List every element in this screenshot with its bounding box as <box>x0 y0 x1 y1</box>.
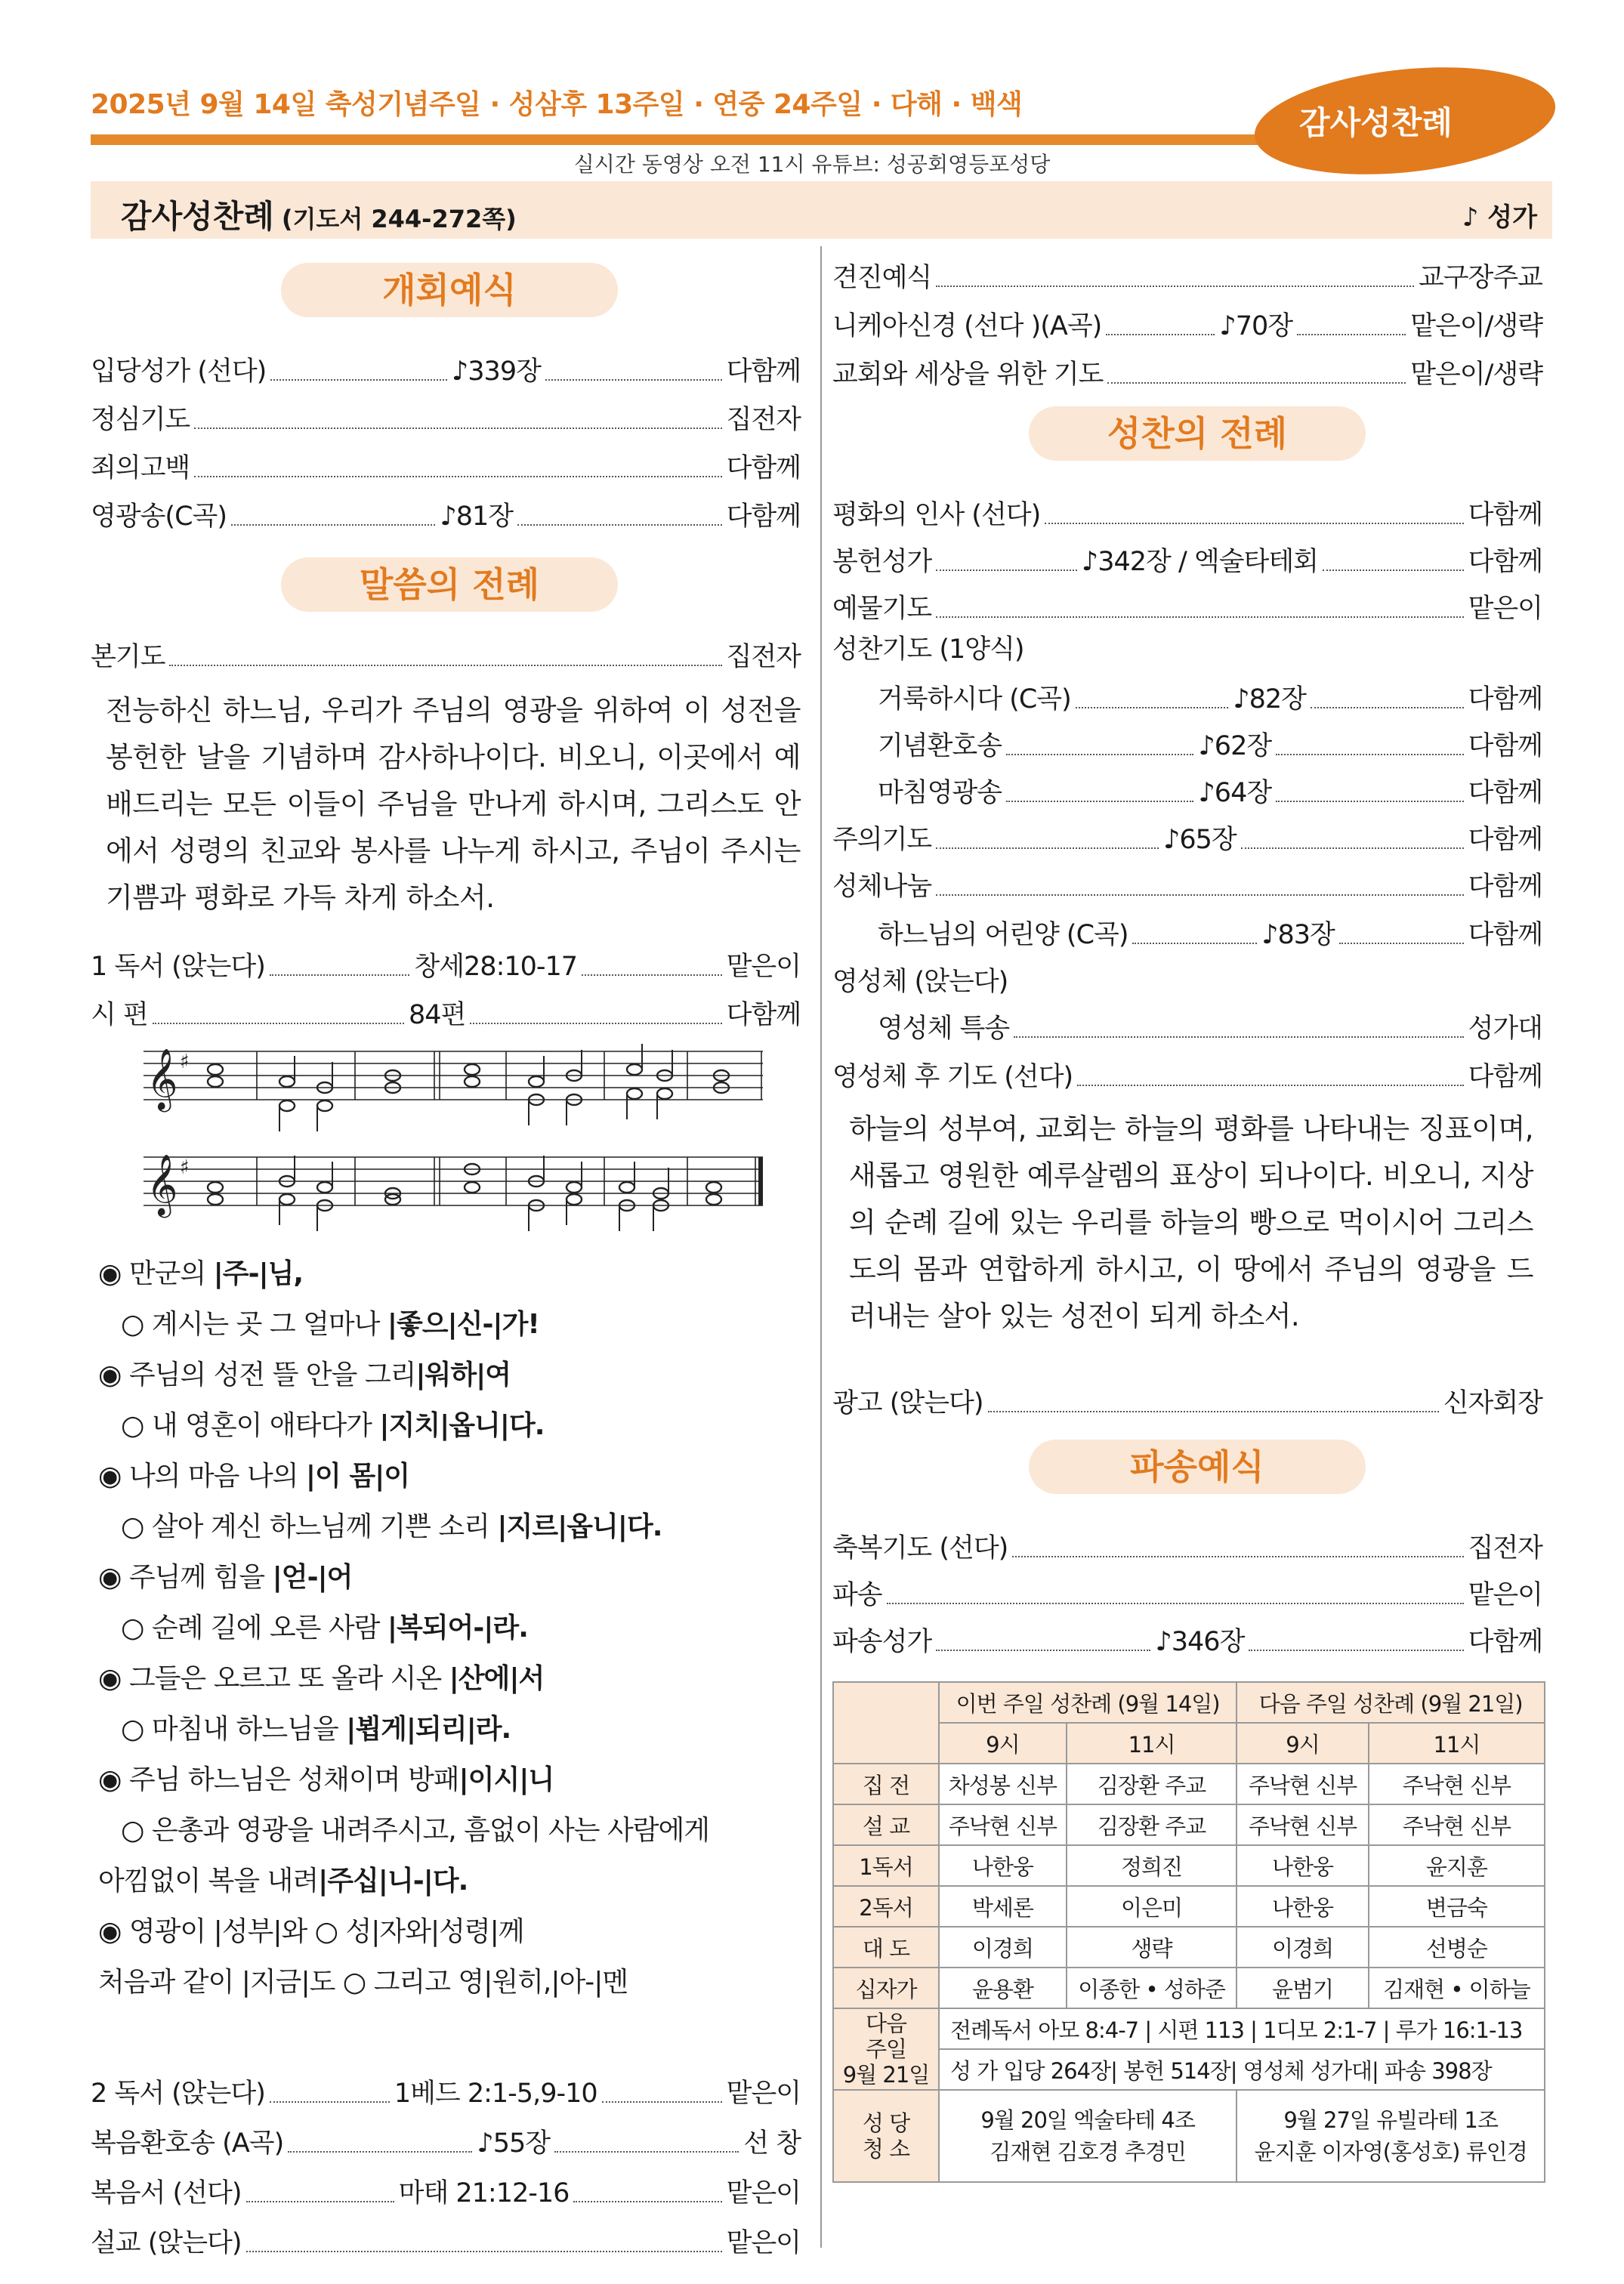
order-row <box>832 355 1542 391</box>
dot-leader <box>169 665 721 666</box>
psalm-plain: 순례 길에 오른 사람 <box>144 1613 387 1644</box>
order-row-who: 맡은이 <box>726 2228 801 2258</box>
table-cell: 윤범기 <box>1237 1968 1369 2008</box>
order-row-who: 다함께 <box>1468 920 1543 950</box>
svg-text:♯: ♯ <box>180 1156 190 1179</box>
order-row <box>91 995 801 1032</box>
order-row-name: 영성체 특송 <box>878 1014 1010 1044</box>
order-row <box>832 1529 1542 1565</box>
table-cell: 정희진 <box>1067 1845 1237 1886</box>
order-row <box>832 542 1542 579</box>
order-row-name: 광고 (앉는다) <box>832 1388 983 1418</box>
table-cell: 김장환 주교 <box>1067 1764 1237 1804</box>
table-cell: 이경희 <box>1237 1927 1369 1968</box>
order-row-who: 맡은이 <box>1468 1580 1542 1610</box>
order-row-name: 성체나눔 <box>832 872 932 902</box>
psalm-bold: |이시|니 <box>458 1764 554 1795</box>
order-row <box>91 2074 801 2110</box>
table-cell: 이경희 <box>939 1927 1067 1968</box>
order-row-who: 다함께 <box>1468 1627 1543 1657</box>
psalm-verse <box>121 1711 511 1748</box>
table-row <box>833 1886 1545 1927</box>
psalm-plain: 주님 하느님은 성채이며 방패 <box>121 1764 459 1795</box>
section-dismissal: 파송예식 <box>1029 1440 1366 1494</box>
psalm-bold: |주-|님, <box>213 1258 304 1289</box>
order-row-hymn: ♪62장 <box>1198 731 1272 761</box>
order-row-who: 집전자 <box>726 642 801 672</box>
time-cell: 11시 <box>1067 1723 1237 1764</box>
schedule-table <box>832 1681 1545 2183</box>
order-row-who: 신자회장 <box>1443 1388 1542 1418</box>
order-row-who: 맡은이/생략 <box>1410 311 1543 341</box>
order-row-name: 영성체 후 기도 (선다) <box>832 1062 1073 1092</box>
dot-leader <box>936 1650 1150 1651</box>
order-row-who: 맡은이 <box>726 2178 801 2208</box>
psalm-verse <box>121 1407 544 1445</box>
psalm-mark: ◉ <box>98 1360 122 1390</box>
order-row-name: 파송 <box>832 1580 882 1610</box>
psalm-plain: 마침내 하느님을 <box>144 1714 347 1745</box>
table-cell: 김장환 주교 <box>1067 1804 1237 1845</box>
row-label: 1독서 <box>833 1845 939 1886</box>
psalm-verse <box>98 1964 628 2002</box>
table-cell: 차성봉 신부 <box>939 1764 1067 1804</box>
order-row <box>832 495 1542 532</box>
order-row-name: 죄의고백 <box>91 453 190 483</box>
dot-leader <box>1107 382 1406 384</box>
order-row <box>832 773 1542 810</box>
dot-leader <box>1012 1556 1463 1557</box>
psalm-verse <box>98 1357 511 1394</box>
psalm-mark: ○ <box>121 1714 144 1745</box>
section-word: 말씀의 전례 <box>281 557 618 612</box>
order-row-name: 견진예식 <box>832 263 932 293</box>
psalm-verse <box>98 1559 352 1597</box>
psalm-bold: |지치|옵니|다. <box>379 1410 545 1441</box>
psalm-mark: ○ <box>121 1410 144 1441</box>
order-row-who: 맡은이/생략 <box>1410 360 1542 390</box>
order-row <box>91 2124 801 2160</box>
order-row <box>832 1057 1542 1094</box>
order-row-who: 다함께 <box>1468 684 1543 715</box>
table-row <box>833 1927 1545 1968</box>
order-row-who: 다함께 <box>1468 778 1542 808</box>
order-row <box>832 820 1542 857</box>
order-row-who: 다함께 <box>1468 547 1543 577</box>
dot-leader <box>1276 801 1463 802</box>
table-cell: 나한웅 <box>1237 1845 1369 1886</box>
psalm-bold: |뵙게|되리|라. <box>346 1714 511 1745</box>
order-row-who: 맡은이 <box>726 2079 801 2109</box>
order-row-name: 영광송(C곡) <box>91 502 227 532</box>
order-row-name: 거룩하시다 (C곡) <box>878 684 1071 715</box>
prayer-label: 성찬기도 (1양식) <box>832 634 1024 665</box>
psalm-mark: ◉ <box>98 1562 122 1593</box>
order-row-who: 다함께 <box>1468 1062 1542 1092</box>
psalm-mark: ○ <box>121 1815 144 1846</box>
dot-leader <box>270 974 410 976</box>
bulletin-date-title: 2025년 9월 14일 축성기념주일 · 성삼후 13주일 · 연중 24주일 · 다해 · 백색 <box>91 89 1023 120</box>
dot-leader <box>1339 943 1464 944</box>
order-row <box>832 1576 1542 1612</box>
order-row-who: 맡은이 <box>1468 594 1542 624</box>
service-title: 감사성찬례 <box>121 198 274 235</box>
psalm-plain: 주님의 성전 뜰 안을 그리 <box>121 1360 416 1390</box>
dot-leader <box>470 1023 721 1024</box>
table-cell: 나한웅 <box>1237 1886 1369 1927</box>
order-row-name: 입당성가 (선다) <box>91 356 267 387</box>
order-row-name: 예물기도 <box>832 594 932 624</box>
time-cell: 9시 <box>1237 1723 1369 1764</box>
psalm-verse <box>98 1458 409 1495</box>
order-row-hymn: 1베드 2:1-5,9-10 <box>394 2079 597 2109</box>
table-cell: 주낙현 신부 <box>1237 1804 1369 1845</box>
order-row-who: 맡은이 <box>726 952 801 982</box>
table-cell: 선병순 <box>1369 1927 1545 1968</box>
order-row <box>832 1622 1542 1659</box>
dot-leader <box>1077 1085 1463 1086</box>
psalm-plain: 그들은 오르고 또 올라 시온 <box>121 1663 449 1694</box>
dot-leader <box>246 2201 394 2202</box>
psalm-mark: ◉ <box>98 1916 122 1947</box>
order-row-hymn: ♪83장 <box>1261 920 1335 950</box>
time-cell: 11시 <box>1369 1723 1545 1764</box>
table-cell: 주낙현 신부 <box>939 1804 1067 1845</box>
svg-text:𝄞: 𝄞 <box>147 1048 178 1110</box>
order-row <box>91 947 801 983</box>
table-cell: 주낙현 신부 <box>1369 1764 1545 1804</box>
next-readings <box>939 2008 1545 2049</box>
row-label: 대 도 <box>833 1927 939 1968</box>
next-week-header: 다음 주일 성찬례 (9월 21일) <box>1237 1682 1545 1723</box>
order-row-name: 본기도 <box>91 642 165 672</box>
next-sunday-label: 다음 주일 9월 21일 <box>833 2008 939 2090</box>
order-row-hymn: ♪342장 / 엑술타테회 <box>1081 547 1318 577</box>
order-row-hymn: 창세28:10-17 <box>414 952 578 982</box>
psalm-bold: |지르|옵니|다. <box>497 1511 662 1542</box>
order-row-name: 니케아신경 (선다 )(A곡) <box>832 311 1102 341</box>
psalm-verse <box>98 1863 468 1900</box>
psalm-verse <box>121 1812 709 1850</box>
psalm-plain: 계시는 곳 그 얼마나 <box>144 1309 387 1340</box>
order-row-name: 복음환호송 (A곡) <box>91 2128 284 2159</box>
order-row-who: 선 창 <box>743 2128 801 2159</box>
psalm-verse <box>121 1610 528 1647</box>
order-row-name: 평화의 인사 (선다) <box>832 500 1041 530</box>
table-cell: 주낙현 신부 <box>1369 1804 1545 1845</box>
dot-leader <box>246 2251 722 2252</box>
order-row-name: 교회와 세상을 위한 기도 <box>832 360 1104 390</box>
order-row <box>832 680 1542 716</box>
psalm-verse <box>98 1761 554 1799</box>
dot-leader <box>582 974 722 976</box>
psalm-plain: 살아 계신 하느님께 기쁜 소리 <box>144 1511 498 1542</box>
row-label: 2독서 <box>833 1886 939 1927</box>
psalm-plain: 만군의 <box>121 1258 214 1289</box>
psalm-plain: 은총과 영광을 내려주시고, 흠없이 사는 사람에게 <box>144 1815 710 1846</box>
psalm-bold: |주십|니-|다. <box>318 1866 468 1897</box>
column-divider <box>820 246 822 2248</box>
dot-leader <box>153 1023 404 1024</box>
psalm-plain: 아낌없이 복을 내려 <box>98 1866 319 1897</box>
order-row <box>832 1384 1542 1420</box>
order-row-who: 다함께 <box>726 453 801 483</box>
order-row-who: 교구장주교 <box>1418 263 1542 293</box>
dot-leader <box>936 847 1159 849</box>
service-pages: (기도서 244-272쪽) <box>281 205 517 233</box>
order-row-who: 다함께 <box>1468 731 1542 761</box>
order-row <box>832 258 1542 295</box>
next-hymns-text: | 파송 398장 <box>1371 2057 1492 2084</box>
table-cell: 박세론 <box>939 1886 1067 1927</box>
psalm-verse <box>98 1660 544 1698</box>
row-label: 설 교 <box>833 1804 939 1845</box>
order-row-who: 다함께 <box>726 1000 801 1030</box>
table-cell: 주낙현 신부 <box>1237 1764 1369 1804</box>
collect-text: 전능하신 하느님, 우리가 주님의 영광을 위하여 이 성전을 봉헌한 날을 기념하며 감사하나이다. 비오니, 이곳에서 예배드리는 모든 이들이 주님을 만나게 하시며, 그리스도 안에서 성령의 친교와 봉사를 나누게 하시고, 주님이 주시는 기쁨과 평화로 가득 차게 하소서. <box>106 694 801 914</box>
order-row <box>832 915 1542 952</box>
order-row-hymn: ♪82장 <box>1233 684 1306 715</box>
psalm-bold: |좋으|신-|가! <box>387 1309 539 1340</box>
psalm-bold: |얻-|어 <box>272 1562 353 1593</box>
dot-leader <box>1076 707 1229 708</box>
order-row-who: 집전자 <box>1468 1533 1542 1563</box>
psalm-plain: 처음과 같이 |지금|도 ○ 그리고 영|원히,|아-|멘 <box>98 1967 628 1998</box>
table-cell: 생략 <box>1067 1927 1237 1968</box>
header-rule <box>91 134 1375 145</box>
section-opening: 개회예식 <box>281 263 618 317</box>
table-row <box>833 1764 1545 1804</box>
psalm-bold: |워하|여 <box>415 1360 511 1390</box>
dot-leader <box>545 379 722 381</box>
order-row-name: 하느님의 어린양 (C곡) <box>878 920 1128 950</box>
psalm-verse <box>98 1255 303 1293</box>
dot-leader <box>936 286 1414 287</box>
dot-leader <box>231 524 435 526</box>
order-row <box>91 449 801 485</box>
order-row-name: 파송성가 <box>832 1627 932 1657</box>
dot-leader <box>602 2101 722 2103</box>
time-cell: 9시 <box>939 1723 1067 1764</box>
order-row <box>91 352 801 388</box>
psalm-verse <box>98 1913 524 1951</box>
psalm-bold: |이 몸|이 <box>305 1461 410 1492</box>
order-row-hymn: ♪346장 <box>1155 1627 1245 1657</box>
table-cell: 변금숙 <box>1369 1886 1545 1927</box>
table-row <box>833 1845 1545 1886</box>
psalm-bold: |복되어-|라. <box>387 1613 528 1644</box>
order-row <box>832 727 1542 763</box>
dot-leader <box>1106 334 1215 335</box>
next-readings-text: | 1디모 2:1-7 <box>1250 2017 1383 2043</box>
psalm-plain: 영광이 |성부|와 ○ 성|자와|성령|께 <box>121 1916 524 1947</box>
order-row-who: 성가대 <box>1468 1014 1542 1044</box>
dot-leader <box>270 2101 390 2103</box>
table-cell: 김재현 • 이하늘 <box>1369 1968 1545 2008</box>
dot-leader <box>1311 707 1464 708</box>
psalm-mark: ○ <box>121 1309 144 1340</box>
order-row-name: 정심기도 <box>91 405 190 435</box>
svg-text:𝄞: 𝄞 <box>147 1153 178 1215</box>
order-row-hymn: 84편 <box>408 1000 466 1030</box>
order-row <box>91 2174 801 2210</box>
post-communion-text: 하늘의 성부여, 교회는 하늘의 평화를 나타내는 징표이며, 새롭고 영원한 예루살렘의 표상이 되나이다. 비오니, 지상의 순례 길에 있는 우리를 하늘의 빵으로 먹이시어 그리스도의 몸과 연합하게 하시고, 이 땅에서 주님의 영광을 드러내는 살아 있는 성전이 되게 하소서. <box>849 1113 1533 1332</box>
psalm-mark: ◉ <box>98 1663 122 1694</box>
next-readings-text: 전례독서 아모 8:4-7 <box>950 2017 1145 2043</box>
row-label: 집 전 <box>833 1764 939 1804</box>
service-title-bar <box>91 181 1552 239</box>
psalm-verse <box>121 1306 539 1344</box>
table-cell: 이종한 • 성하준 <box>1067 1968 1237 2008</box>
svg-text:♯: ♯ <box>180 1051 190 1073</box>
psalm-plain: 내 영혼이 애타다가 <box>144 1410 380 1441</box>
psalm-bold: |산에|서 <box>449 1663 545 1694</box>
dot-leader <box>1045 523 1463 524</box>
dot-leader <box>554 2151 739 2153</box>
order-row-hymn: ♪55장 <box>477 2128 551 2159</box>
dot-leader <box>270 379 447 381</box>
this-week-header: 이번 주일 성찬례 (9월 14일) <box>939 1682 1237 1723</box>
dot-leader <box>1006 754 1193 755</box>
cleaning-team-a: 9월 20일 엑술타테 4조 김재현 김호경 추경민 <box>939 2090 1237 2182</box>
order-row <box>91 400 801 437</box>
order-row-hymn: ♪339장 <box>451 356 541 387</box>
order-row-hymn: ♪81장 <box>440 502 514 532</box>
table-cell: 이은미 <box>1067 1886 1237 1927</box>
dot-leader <box>1297 334 1406 335</box>
dot-leader <box>517 524 721 526</box>
order-row-name: 복음서 (선다) <box>91 2178 242 2208</box>
psalm-mark: ◉ <box>98 1258 122 1289</box>
dot-leader <box>1014 1036 1463 1038</box>
table-cell: 윤용환 <box>939 1968 1067 2008</box>
cleaning-label: 성 당 청 소 <box>833 2090 939 2182</box>
dot-leader <box>194 476 721 477</box>
next-hymns-text: | 봉헌 514장 <box>1110 2057 1230 2084</box>
dot-leader <box>288 2151 472 2153</box>
order-row-name: 시 편 <box>91 1000 148 1030</box>
section-eucharist: 성찬의 전례 <box>1029 406 1366 461</box>
dot-leader <box>988 1411 1439 1412</box>
dot-leader <box>1241 847 1464 849</box>
order-row <box>832 589 1542 625</box>
order-row-who: 다함께 <box>726 502 801 532</box>
order-row-hymn: 마태 21:12-16 <box>398 2178 570 2208</box>
order-row-who: 다함께 <box>1468 500 1542 530</box>
order-row-name: 주의기도 <box>832 825 932 855</box>
order-row <box>91 637 801 674</box>
next-hymns-text: | 영성체 성가대 <box>1230 2057 1372 2084</box>
dot-leader <box>936 569 1077 571</box>
table-cell: 나한웅 <box>939 1845 1067 1886</box>
order-row-name: 마침영광송 <box>878 778 1002 808</box>
next-hymns-text: 성 가 입당 264장 <box>950 2057 1111 2084</box>
table-cell: 윤지훈 <box>1369 1845 1545 1886</box>
hymn-column-label: ♪ 성가 <box>1462 202 1537 233</box>
dot-leader <box>936 894 1463 896</box>
next-readings-text: | 시편 113 <box>1144 2017 1251 2043</box>
next-readings-text: | 루가 16:1-13 <box>1382 2017 1523 2043</box>
table-row <box>833 1804 1545 1845</box>
order-row-name: 1 독서 (앉는다) <box>91 952 265 982</box>
order-row <box>832 1009 1542 1045</box>
order-row <box>91 497 801 533</box>
order-row-name: 축복기도 (선다) <box>832 1533 1008 1563</box>
order-row-name: 봉헌성가 <box>832 547 932 577</box>
dot-leader <box>1006 801 1193 802</box>
order-row-who: 다함께 <box>1468 872 1542 902</box>
psalm-verse <box>121 1508 662 1546</box>
dot-leader <box>887 1603 1464 1604</box>
order-row <box>832 867 1542 903</box>
psalm-mark: ○ <box>121 1511 144 1542</box>
header-badge-label: 감사성찬례 <box>1299 104 1453 141</box>
dot-leader <box>194 427 721 429</box>
stream-info: 실시간 동영상 오전 11시 유튜브: 성공회영등포성당 <box>573 152 1051 177</box>
next-hymns <box>939 2049 1545 2090</box>
dot-leader <box>1249 1650 1463 1651</box>
order-row <box>91 2224 801 2260</box>
dot-leader <box>1132 943 1257 944</box>
order-row-name: 2 독서 (앉는다) <box>91 2079 265 2109</box>
order-row-who: 다함께 <box>726 356 801 387</box>
communion-label: 영성체 (앉는다) <box>832 967 1008 997</box>
order-row <box>832 307 1542 343</box>
psalm-mark: ◉ <box>98 1461 122 1492</box>
order-row-who: 다함께 <box>1468 825 1542 855</box>
dot-leader <box>1323 569 1464 571</box>
psalm-plain: 주님께 힘을 <box>121 1562 273 1593</box>
dot-leader <box>1276 754 1463 755</box>
psalm-mark: ◉ <box>98 1764 122 1795</box>
order-row-name: 설교 (앉는다) <box>91 2228 242 2258</box>
table-row <box>833 1968 1545 2008</box>
order-row-name: 기념환호송 <box>878 731 1002 761</box>
order-row-who: 집전자 <box>726 405 801 435</box>
row-label: 십자가 <box>833 1968 939 2008</box>
psalm-plain: 나의 마음 나의 <box>121 1461 306 1492</box>
psalm-tone-score <box>136 1036 770 1233</box>
order-row-hymn: ♪64장 <box>1198 778 1272 808</box>
dot-leader <box>936 616 1463 618</box>
psalm-mark: ○ <box>121 1613 144 1644</box>
order-row-hymn: ♪65장 <box>1163 825 1237 855</box>
cleaning-team-b: 9월 27일 유빌라테 1조 윤지훈 이자영(홍성호) 류인경 <box>1237 2090 1545 2182</box>
dot-leader <box>573 2201 721 2202</box>
order-row-hymn: ♪70장 <box>1219 311 1293 341</box>
table-corner <box>833 1682 939 1764</box>
